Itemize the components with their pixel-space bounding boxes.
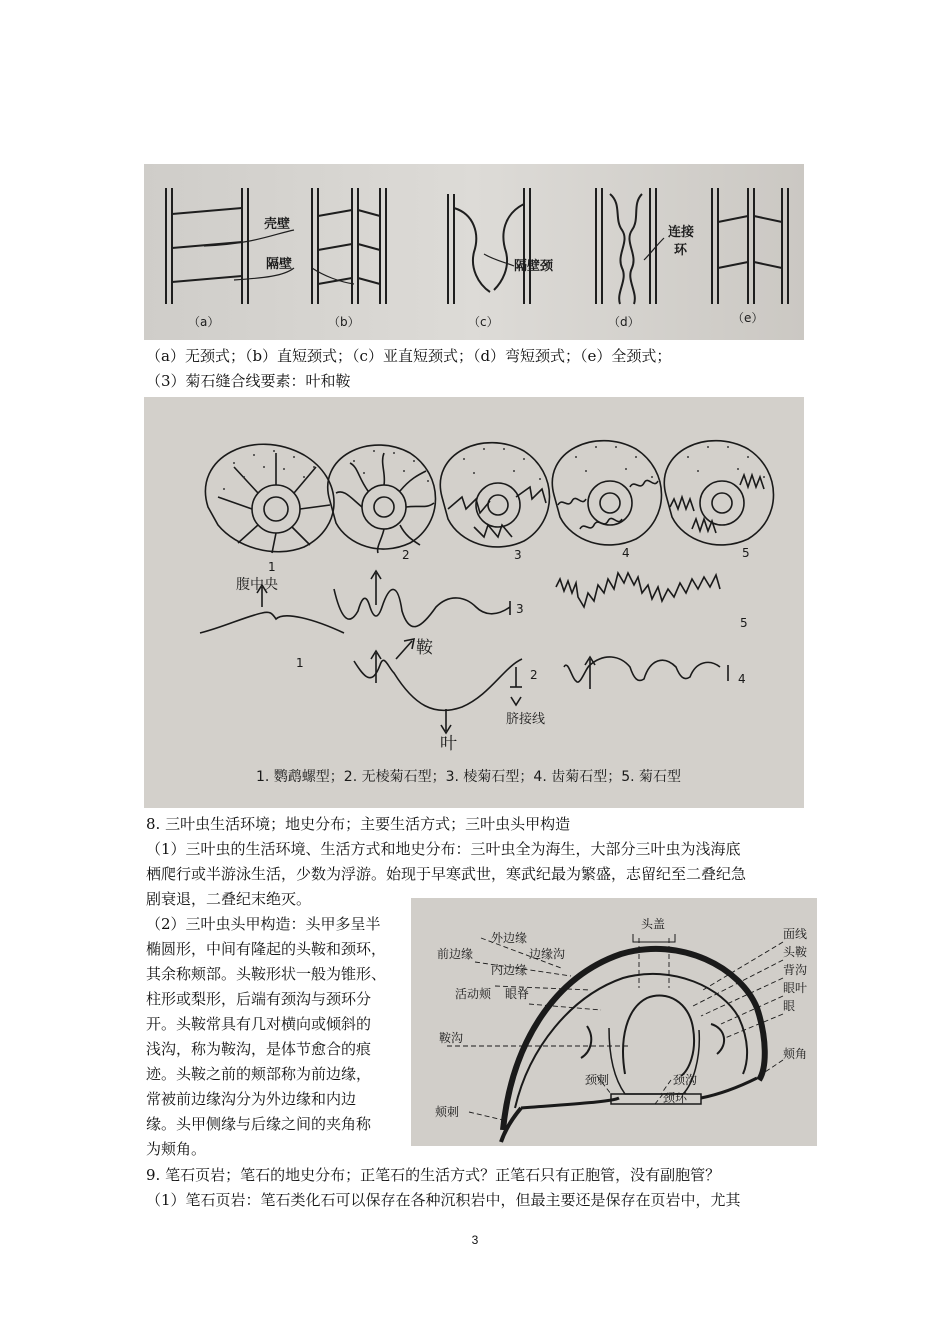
page-number: 3 — [471, 1233, 479, 1247]
label-genal-spine-1: 颈刺 — [585, 1073, 610, 1087]
panel-label-c: （c） — [468, 315, 499, 329]
label-genal-angle: 颊角 — [783, 1047, 808, 1061]
suture-number-3: 3 — [516, 602, 524, 616]
q8-p2-line-1: （2）三叶虫头甲构造：头甲多呈半 — [146, 915, 381, 933]
label-anterior-border: 前边缘 — [437, 947, 474, 961]
label-glabellar-furrow: 鞍沟 — [439, 1031, 464, 1045]
q8-p2-line-8: 常被前边缘沟分为外边缘和内边 — [146, 1090, 357, 1108]
q8-p2-line-9: 缘。头甲侧缘与后缘之间的夹角称 — [146, 1115, 372, 1133]
label-genal-spine-2: 颊刺 — [435, 1105, 460, 1119]
panel-label-d: （d） — [608, 315, 640, 329]
siphuncle-diagram — [144, 164, 804, 340]
suture-number-2: 2 — [530, 668, 538, 682]
shell-number-2: 2 — [402, 548, 410, 562]
q8-p1-line-2: 栖爬行或半游泳生活，少数为浮游。始现于早寒武世，寒武纪最为繁盛，志留纪至二叠纪急 — [146, 865, 747, 883]
label-ventral-center: 腹中央 — [236, 577, 278, 593]
label-border-furrow: 边缘沟 — [529, 947, 566, 961]
label-lobe: 叶 — [440, 734, 457, 754]
q8-p1-line-3: 剧衰退，二叠纪末绝灭。 — [146, 890, 312, 908]
label-septal-neck: 隔壁颈 — [514, 259, 554, 274]
q8-p2-line-6: 浅沟，称为鞍沟，是体节愈合的痕 — [146, 1040, 372, 1058]
shell-number-3: 3 — [514, 548, 522, 562]
label-occipital-furrow: 颈沟 — [673, 1073, 698, 1087]
label-facial-suture: 面线 — [783, 927, 808, 941]
q8-p2-line-7: 迹。头鞍之前的颊部称为前边缘， — [146, 1065, 372, 1083]
label-connecting-ring-2: 环 — [674, 243, 688, 258]
shell-number-1: 1 — [268, 560, 276, 574]
section3-heading: （3）菊石缝合线要素：叶和鞍 — [146, 372, 351, 390]
q9-heading: 9. 笔石页岩；笔石的地史分布；正笔石的生活方式？正笔石只有正胞管，没有副胞管？ — [146, 1166, 721, 1184]
figure2-caption: 1. 鹦鹉螺型；2. 无棱菊石型；3. 棱菊石型；4. 齿菊石型；5. 菊石型 — [256, 769, 682, 785]
label-outer-border: 外边缘 — [491, 931, 528, 945]
label-free-cheek: 活动颊 — [455, 987, 492, 1001]
figure1-caption: （a）无颈式；（b）直短颈式；（c）亚直短颈式；（d）弯短颈式；（e）全颈式； — [146, 347, 672, 365]
label-shell-wall: 壳壁 — [264, 217, 291, 232]
q8-p2-line-5: 开。头鞍常具有几对横向或倾斜的 — [146, 1015, 372, 1033]
label-glabella: 头鞍 — [783, 945, 808, 959]
label-palpebral-lobe: 眼叶 — [783, 981, 808, 995]
label-occipital-ring: 颈环 — [663, 1091, 688, 1105]
label-eye: 眼 — [783, 999, 796, 1013]
q8-p2-line-4: 柱形或梨形，后端有颈沟与颈环分 — [146, 990, 372, 1008]
q8-p2-line-3: 其余称颊部。头鞍形状一般为锥形、 — [146, 965, 387, 983]
q8-p2 — [146, 912, 408, 1162]
label-umbilical-seam: 脐接线 — [506, 712, 546, 727]
label-saddle: 鞍 — [416, 638, 433, 658]
label-dorsal-furrow: 背沟 — [783, 963, 808, 977]
label-septum: 隔壁 — [266, 257, 293, 272]
panel-label-e: （e） — [732, 311, 764, 325]
q8-p2-line-2: 椭圆形，中间有隆起的头鞍和颈环， — [146, 940, 387, 958]
panel-label-b: （b） — [328, 315, 360, 329]
cephalon-diagram — [411, 898, 817, 1146]
figure-suture-types — [144, 397, 804, 808]
label-connecting-ring-1: 连接 — [668, 225, 695, 240]
shell-number-5: 5 — [742, 546, 750, 560]
shell-number-4: 4 — [622, 546, 630, 560]
suture-number-5: 5 — [740, 616, 748, 630]
q8-p1-line-1: （1）三叶虫的生活环境、生活方式和地史分布：三叶虫全为海生，大部分三叶虫为浅海底 — [146, 840, 741, 858]
figure-trilobite-cephalon — [411, 898, 817, 1146]
q9-p1: （1）笔石页岩：笔石类化石可以保存在各种沉积岩中，但最主要还是保存在页岩中，尤其 — [146, 1191, 741, 1209]
suture-number-1: 1 — [296, 656, 304, 670]
label-inner-border: 内边缘 — [491, 963, 528, 977]
q8-heading: 8. 三叶虫生活环境；地史分布；主要生活方式；三叶虫头甲构造 — [146, 815, 571, 833]
q8-p2-line-10: 为颊角。 — [146, 1140, 207, 1158]
suture-diagram — [144, 397, 804, 808]
figure-siphuncle-types — [144, 164, 804, 340]
panel-label-a: （a） — [188, 315, 220, 329]
label-cephalon: 头盖 — [641, 917, 666, 931]
suture-number-4: 4 — [738, 672, 746, 686]
label-eye-ridge: 眼脊 — [505, 987, 530, 1001]
